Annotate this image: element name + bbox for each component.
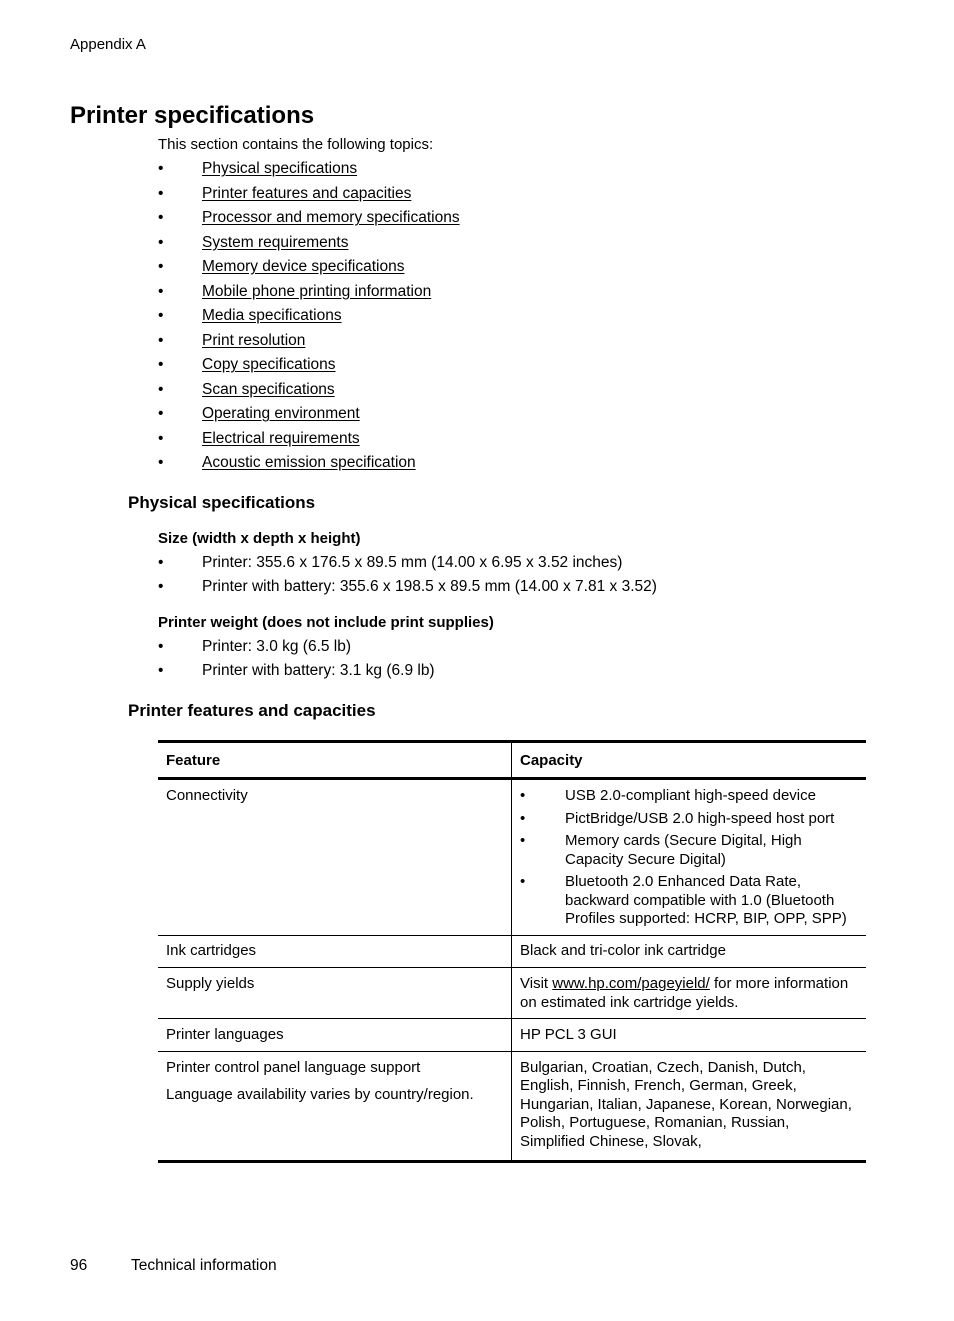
topic-link-acoustic[interactable]: Acoustic emission specification <box>202 454 416 471</box>
topic-item <box>158 234 460 259</box>
topic-link-operating[interactable]: Operating environment <box>202 405 360 422</box>
feature-cell: Supply yields <box>158 968 512 1019</box>
topic-item <box>158 185 460 210</box>
weight-printer: Printer: 3.0 kg (6.5 lb) <box>202 638 352 655</box>
table-row <box>158 1051 866 1162</box>
connectivity-usb: USB 2.0-compliant high-speed device <box>565 787 816 804</box>
bullet: • <box>158 233 164 251</box>
topic-link-features[interactable]: Printer features and capacities <box>202 184 412 202</box>
bullet: • <box>158 307 164 324</box>
topic-link-physical[interactable]: Physical specifications <box>202 160 358 177</box>
pageyield-link[interactable]: www.hp.com/pageyield/ <box>552 975 710 992</box>
column-header-feature: Feature <box>158 742 512 779</box>
bullet: • <box>158 454 164 471</box>
topic-item <box>158 381 460 406</box>
bullet: • <box>158 282 164 300</box>
table-row <box>158 1019 866 1052</box>
running-head: Appendix A <box>70 36 146 53</box>
connectivity-pictbridge: PictBridge/USB 2.0 high-speed host port <box>565 809 835 827</box>
connectivity-bluetooth: Bluetooth 2.0 Enhanced Data Rate, backward compatible with 1.0 (Bluetooth Profiles supported: HCRP, BIP, OPP, SPP) <box>565 873 847 927</box>
feature-cell: Printer languages <box>158 1019 512 1052</box>
list-item <box>520 873 858 929</box>
topic-item <box>158 209 460 234</box>
intro-text: This section contains the following topics: <box>158 136 434 153</box>
topic-link-copy[interactable]: Copy specifications <box>202 356 336 373</box>
bullet: • <box>158 578 164 595</box>
footer-section: Technical information <box>131 1257 277 1274</box>
topic-item <box>158 283 460 308</box>
bullet: • <box>158 554 164 571</box>
topic-item <box>158 160 460 185</box>
topic-link-scan[interactable]: Scan specifications <box>202 380 335 398</box>
list-item <box>158 578 657 602</box>
topic-item <box>158 356 460 381</box>
bullet: • <box>158 638 164 655</box>
topic-link-electrical[interactable]: Electrical requirements <box>202 429 360 447</box>
connectivity-memory-cards: Memory cards (Secure Digital, High Capacity Secure Digital) <box>565 832 802 868</box>
topic-item <box>158 307 460 332</box>
weight-list <box>158 638 435 686</box>
bullet: • <box>158 429 164 447</box>
table-header-row <box>158 742 866 779</box>
size-printer-battery: Printer with battery: 355.6 x 198.5 x 89.5 mm (14.00 x 7.81 x 3.52) <box>202 578 657 595</box>
topic-link-media[interactable]: Media specifications <box>202 307 342 324</box>
column-header-capacity: Capacity <box>512 742 867 779</box>
page-title: Printer specifications <box>70 102 315 129</box>
list-item <box>520 787 858 806</box>
bullet: • <box>158 184 164 202</box>
bullet: • <box>158 331 164 349</box>
topic-item <box>158 258 460 283</box>
table-row <box>158 935 866 968</box>
list-item <box>158 662 435 686</box>
size-printer: Printer: 355.6 x 176.5 x 89.5 mm (14.00 x 6.95 x 3.52 inches) <box>202 554 623 571</box>
capacity-cell: HP PCL 3 GUI <box>512 1019 867 1052</box>
features-table <box>158 740 866 1163</box>
topic-link-system[interactable]: System requirements <box>202 233 349 251</box>
feature-cell: Connectivity <box>158 779 512 936</box>
bullet: • <box>158 258 164 275</box>
physical-heading: Physical specifications <box>128 493 316 512</box>
page-number: 96 <box>70 1257 88 1274</box>
list-item <box>520 810 858 829</box>
bullet: • <box>158 209 164 226</box>
panel-language-note: Language availability varies by country/region. <box>166 1086 474 1103</box>
size-heading: Size (width x depth x height) <box>158 530 361 547</box>
weight-printer-battery: Printer with battery: 3.1 kg (6.9 lb) <box>202 662 435 679</box>
supply-suffix: for more information on estimated ink cartridge yields. <box>520 975 849 1011</box>
capacity-cell <box>512 968 867 1019</box>
topic-link-resolution[interactable]: Print resolution <box>202 331 306 349</box>
size-list <box>158 554 657 602</box>
bullet: • <box>520 832 526 849</box>
capacity-cell: Bulgarian, Croatian, Czech, Danish, Dutch, English, Finnish, French, German, Greek, Hungarian, Italian, Japanese, Korean, Norwegian, Polish, Portuguese, Romanian, Russian, Simplified Chinese, Slovak, <box>512 1051 867 1162</box>
panel-language-label: Printer control panel language support <box>166 1058 421 1076</box>
list-item <box>520 832 858 869</box>
list-item <box>158 638 435 662</box>
supply-prefix: Visit <box>520 975 553 992</box>
bullet: • <box>158 405 164 422</box>
topic-link-memory-device[interactable]: Memory device specifications <box>202 258 405 275</box>
table-row <box>158 779 866 936</box>
bullet: • <box>520 809 526 827</box>
bullet: • <box>158 380 164 398</box>
topic-link-mobile[interactable]: Mobile phone printing information <box>202 282 432 300</box>
features-heading: Printer features and capacities <box>128 701 376 720</box>
capacity-cell: Black and tri-color ink cartridge <box>512 935 867 968</box>
feature-cell: Ink cartridges <box>158 935 512 968</box>
bullet: • <box>520 873 526 890</box>
topic-link-processor[interactable]: Processor and memory specifications <box>202 209 460 226</box>
topic-item <box>158 430 460 455</box>
topic-list <box>158 160 460 479</box>
topic-item <box>158 405 460 430</box>
weight-heading: Printer weight (does not include print supplies) <box>158 614 494 631</box>
topic-item <box>158 454 460 479</box>
bullet: • <box>158 160 164 177</box>
bullet: • <box>158 662 164 679</box>
table-row <box>158 968 866 1019</box>
connectivity-list <box>520 787 858 929</box>
bullet: • <box>158 356 164 373</box>
feature-cell <box>158 1051 512 1162</box>
list-item <box>158 554 657 578</box>
bullet: • <box>520 787 526 804</box>
capacity-cell <box>512 779 867 936</box>
topic-item <box>158 332 460 357</box>
